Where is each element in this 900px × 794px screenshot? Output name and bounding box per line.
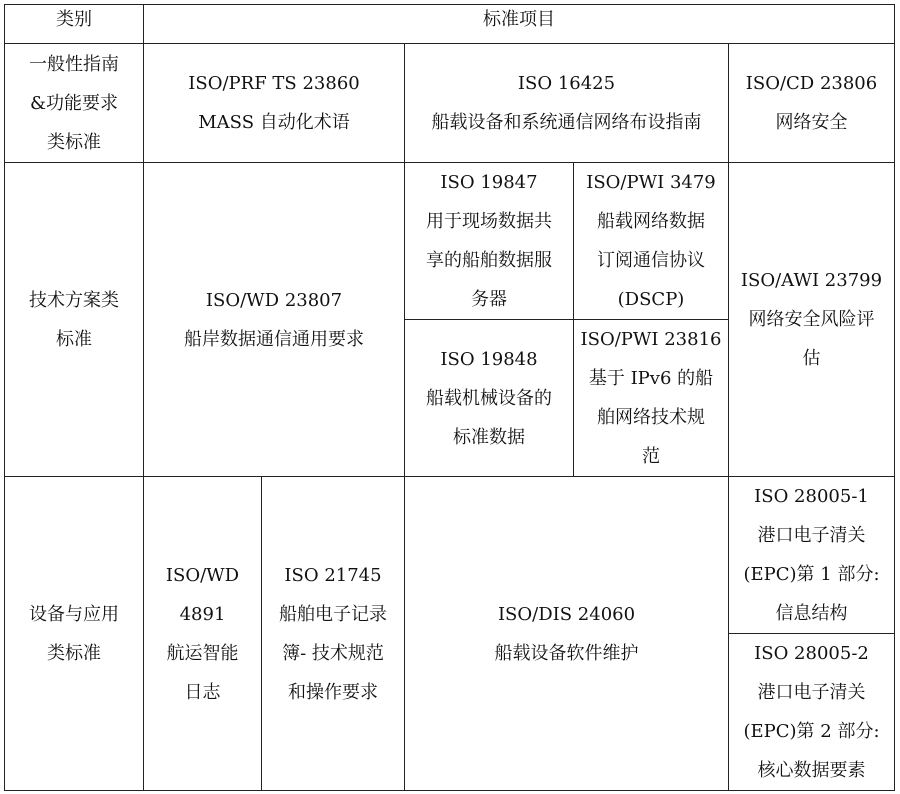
cell-iso-pwi-23816: ISO/PWI 23816 基于 IPv6 的船 舶网络技术规 范 <box>574 320 729 477</box>
header-category: 类别 <box>5 5 144 44</box>
cell-iso-28005-1: ISO 28005-1 港口电子清关 (EPC)第 1 部分: 信息结构 <box>729 477 895 634</box>
cell-iso-23860: ISO/PRF TS 23860 MASS 自动化术语 <box>144 44 405 163</box>
cell-iso-23806: ISO/CD 23806 网络安全 <box>729 44 895 163</box>
cell-iso-19847: ISO 19847 用于现场数据共 享的船舶数据服 务器 <box>405 163 574 320</box>
category-technical: 技术方案类 标准 <box>5 163 144 477</box>
cell-iso-19848: ISO 19848 船载机械设备的 标准数据 <box>405 320 574 477</box>
cell-iso-16425: ISO 16425 船载设备和系统通信网络布设指南 <box>405 44 729 163</box>
cell-iso-24060: ISO/DIS 24060 船载设备软件维护 <box>405 477 729 791</box>
cell-iso-wd-4891: ISO/WD 4891 航运智能 日志 <box>144 477 262 791</box>
cell-iso-23799: ISO/AWI 23799 网络安全风险评 估 <box>729 163 895 477</box>
cell-iso-28005-2: ISO 28005-2 港口电子清关 (EPC)第 2 部分: 核心数据要素 <box>729 634 895 791</box>
cell-iso-21745: ISO 21745 船舶电子记录 簿- 技术规范 和操作要求 <box>262 477 405 791</box>
category-equipment: 设备与应用 类标准 <box>5 477 144 791</box>
cell-iso-23807: ISO/WD 23807 船岸数据通信通用要求 <box>144 163 405 477</box>
header-items: 标准项目 <box>144 5 895 44</box>
standards-table <box>4 4 895 791</box>
category-general: 一般性指南 &功能要求 类标准 <box>5 44 144 163</box>
cell-iso-pwi-3479: ISO/PWI 3479 船载网络数据 订阅通信协议 (DSCP) <box>574 163 729 320</box>
